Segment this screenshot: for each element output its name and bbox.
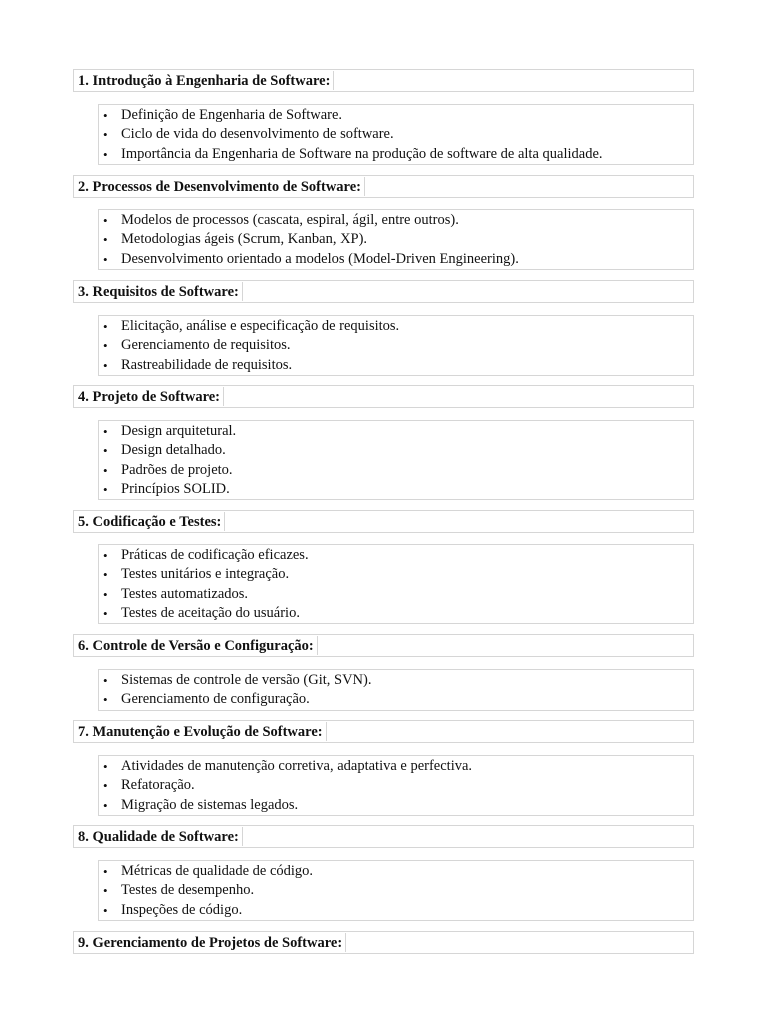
list-item — [99, 317, 693, 336]
list-item-text: Métricas de qualidade de código. — [121, 863, 314, 879]
list-item-text: Inspeções de código. — [121, 901, 243, 918]
section-list — [98, 860, 694, 921]
list-item — [99, 480, 693, 499]
section-list — [98, 669, 694, 711]
list-item-text: Definição de Engenharia de Software. — [121, 107, 343, 123]
section-title: 3. Requisitos de Software: — [75, 282, 243, 301]
list-item — [99, 546, 693, 565]
bullet-icon: • — [103, 213, 108, 228]
bullet-icon: • — [103, 883, 108, 899]
bullet-icon: • — [103, 759, 108, 774]
bullet-icon: • — [103, 443, 108, 459]
list-item — [99, 422, 693, 441]
list-item — [99, 356, 693, 375]
section-header — [73, 720, 694, 743]
bullet-icon: • — [103, 424, 108, 439]
list-item — [99, 125, 693, 144]
bullet-icon: • — [103, 338, 108, 354]
bullet-icon: • — [103, 902, 108, 918]
list-item — [99, 862, 693, 881]
bullet-icon: • — [103, 319, 108, 334]
list-item-text: Atividades de manutenção corretiva, adaptativa e perfectiva. — [121, 758, 473, 774]
section-title: 1. Introdução à Engenharia de Software: — [75, 71, 334, 90]
list-item-text: Design arquitetural. — [121, 423, 237, 439]
list-item-text: Ciclo de vida do desenvolvimento de software. — [121, 126, 394, 143]
list-item-text: Padrões de projeto. — [121, 461, 233, 478]
list-item-text: Refatoração. — [121, 777, 195, 794]
bullet-icon: • — [103, 357, 108, 373]
list-item-text: Testes de desempenho. — [121, 882, 255, 899]
list-item — [99, 461, 693, 480]
section-list — [98, 755, 694, 816]
list-item — [99, 565, 693, 584]
list-item-text: Sistemas de controle de versão (Git, SVN). — [121, 672, 372, 688]
section-header — [73, 510, 694, 533]
bullet-icon: • — [103, 673, 108, 688]
list-item — [99, 250, 693, 269]
list-item-text: Importância da Engenharia de Software na produção de software de alta qualidade. — [121, 145, 603, 162]
list-item-text: Testes de aceitação do usuário. — [121, 604, 300, 621]
list-item — [99, 671, 693, 690]
list-item-text: Gerenciamento de requisitos. — [121, 337, 291, 354]
list-item — [99, 336, 693, 355]
list-item-text: Modelos de processos (cascata, espiral, ágil, entre outros). — [121, 212, 459, 228]
list-item — [99, 145, 693, 164]
section-title: 9. Gerenciamento de Projetos de Software: — [75, 933, 346, 952]
bullet-icon: • — [103, 548, 108, 563]
list-item — [99, 441, 693, 460]
section-title: 2. Processos de Desenvolvimento de Software: — [75, 177, 365, 196]
bullet-icon: • — [103, 481, 108, 497]
list-item-text: Migração de sistemas legados. — [121, 796, 299, 813]
section-list — [98, 420, 694, 500]
bullet-icon: • — [103, 778, 108, 794]
section-list — [98, 315, 694, 376]
bullet-icon: • — [103, 692, 108, 708]
section-header — [73, 931, 694, 954]
section-title: 6. Controle de Versão e Configuração: — [75, 636, 318, 655]
section-list — [98, 544, 694, 624]
list-item-text: Testes unitários e integração. — [121, 566, 290, 583]
section-title: 8. Qualidade de Software: — [75, 827, 243, 846]
list-item — [99, 230, 693, 249]
list-item — [99, 881, 693, 900]
list-item-text: Design detalhado. — [121, 442, 226, 459]
bullet-icon: • — [103, 605, 108, 621]
list-item — [99, 757, 693, 776]
section-header — [73, 175, 694, 198]
list-item-text: Rastreabilidade de requisitos. — [121, 356, 293, 373]
list-item — [99, 604, 693, 623]
list-item-text: Práticas de codificação eficazes. — [121, 547, 309, 563]
section-header — [73, 825, 694, 848]
section-title: 5. Codificação e Testes: — [75, 512, 225, 531]
section-header — [73, 69, 694, 92]
section-header — [73, 280, 694, 303]
list-item — [99, 106, 693, 125]
list-item-text: Metodologias ágeis (Scrum, Kanban, XP). — [121, 231, 368, 248]
section-header — [73, 634, 694, 657]
section-list — [98, 104, 694, 165]
bullet-icon: • — [103, 462, 108, 478]
list-item — [99, 901, 693, 920]
list-item-text: Desenvolvimento orientado a modelos (Model-Driven Engineering). — [121, 250, 519, 267]
list-item — [99, 690, 693, 709]
section-header — [73, 385, 694, 408]
list-item-text: Princípios SOLID. — [121, 480, 230, 497]
list-item — [99, 776, 693, 795]
bullet-icon: • — [103, 108, 108, 123]
list-item-text: Elicitação, análise e especificação de requisitos. — [121, 318, 400, 334]
bullet-icon: • — [103, 864, 108, 879]
list-item — [99, 796, 693, 815]
bullet-icon: • — [103, 232, 108, 248]
list-item — [99, 211, 693, 230]
bullet-icon: • — [103, 146, 108, 162]
bullet-icon: • — [103, 797, 108, 813]
list-item-text: Gerenciamento de configuração. — [121, 691, 310, 708]
list-item — [99, 585, 693, 604]
bullet-icon: • — [103, 567, 108, 583]
bullet-icon: • — [103, 127, 108, 143]
list-item-text: Testes automatizados. — [121, 585, 249, 602]
bullet-icon: • — [103, 251, 108, 267]
section-list — [98, 209, 694, 270]
section-title: 7. Manutenção e Evolução de Software: — [75, 722, 327, 741]
section-title: 4. Projeto de Software: — [75, 387, 224, 406]
bullet-icon: • — [103, 586, 108, 602]
